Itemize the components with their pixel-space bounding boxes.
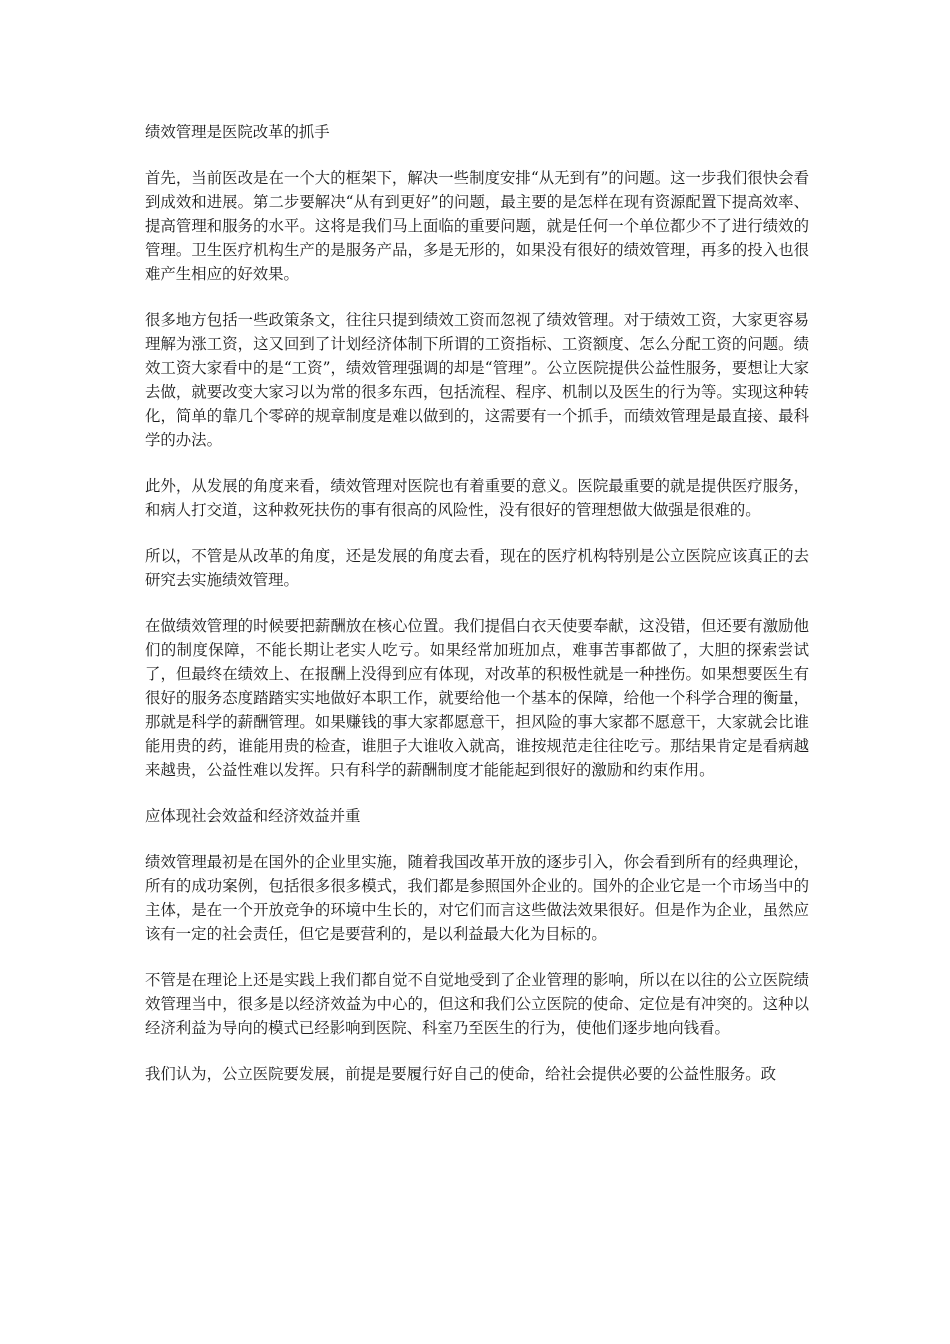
section-heading-1: 绩效管理是医院改革的抓手 [145,123,330,141]
paragraph-5: 在做绩效管理的时候要把薪酬放在核心位置。我们提倡白衣天使要奉献，这没错，但还要有激励他们的制度保障，不能长期让老实人吃亏。如果经常加班加点，难事苦事都做了，大胆的探索尝试了，但最终在绩效上、在报酬上没得到应有体现，对改革的积极性就是一种挫伤。如果想要医生有很好的服务态度踏踏实实地做好本职工作，就要给他一个基本的保障，给他一个科学合理的衡量，那就是科学的薪酬管理。如果赚钱的事大家都愿意干，担风险的事大家都不愿意干，大家就会比谁能用贵的药，谁能用贵的检查，谁胆子大谁收入就高，谁按规范走往往吃亏。那结果肯定是看病越来越贵，公益性难以发挥。只有科学的薪酬制度才能能起到很好的激励和约束作用。 [145,617,809,779]
paragraph-2: 很多地方包括一些政策条文，往往只提到绩效工资而忽视了绩效管理。对于绩效工资，大家更容易理解为涨工资，这又回到了计划经济体制下所谓的工资指标、工资额度、怎么分配工资的问题。绩效工资大家看中的是“工资”，绩效管理强调的却是“管理”。公立医院提供公益性服务，要想让大家去做，就要改变大家习以为常的很多东西，包括流程、程序、机制以及医生的行为等。实现这种转化，简单的靠几个零碎的规章制度是难以做到的，这需要有一个抓手，而绩效管理是最直接、最科学的办法。 [145,311,809,449]
section-heading-2: 应体现社会效益和经济效益并重 [145,807,361,825]
document-page [145,120,809,1108]
paragraph-4: 所以，不管是从改革的角度，还是发展的角度去看，现在的医疗机构特别是公立医院应该真正的去研究去实施绩效管理。 [145,547,809,589]
paragraph-7: 不管是在理论上还是实践上我们都自觉不自觉地受到了企业管理的影响，所以在以往的公立医院绩效管理当中，很多是以经济效益为中心的，但这和我们公立医院的使命、定位是有冲突的。这种以经济利益为导向的模式已经影响到医院、科室乃至医生的行为，使他们逐步地向钱看。 [145,971,809,1037]
paragraph-8: 我们认为，公立医院要发展，前提是要履行好自己的使命，给社会提供必要的公益性服务。政 [145,1065,777,1083]
paragraph-6: 绩效管理最初是在国外的企业里实施，随着我国改革开放的逐步引入，你会看到所有的经典理论，所有的成功案例，包括很多很多模式，我们都是参照国外企业的。国外的企业它是一个市场当中的主体，是在一个开放竞争的环境中生长的，对它们而言这些做法效果很好。但是作为企业，虽然应该有一定的社会责任，但它是要营利的，是以利益最大化为目标的。 [145,853,809,943]
paragraph-1: 首先，当前医改是在一个大的框架下，解决一些制度安排“从无到有”的问题。这一步我们很快会看到成效和进展。第二步要解决“从有到更好”的问题，最主要的是怎样在现有资源配置下提高效率、提高管理和服务的水平。这将是我们马上面临的重要问题，就是任何一个单位都少不了进行绩效的管理。卫生医疗机构生产的是服务产品，多是无形的，如果没有很好的绩效管理，再多的投入也很难产生相应的好效果。 [145,169,809,283]
paragraph-3: 此外，从发展的角度来看，绩效管理对医院也有着重要的意义。医院最重要的就是提供医疗服务，和病人打交道，这种救死扶伤的事有很高的风险性，没有很好的管理想做大做强是很难的。 [145,477,809,519]
